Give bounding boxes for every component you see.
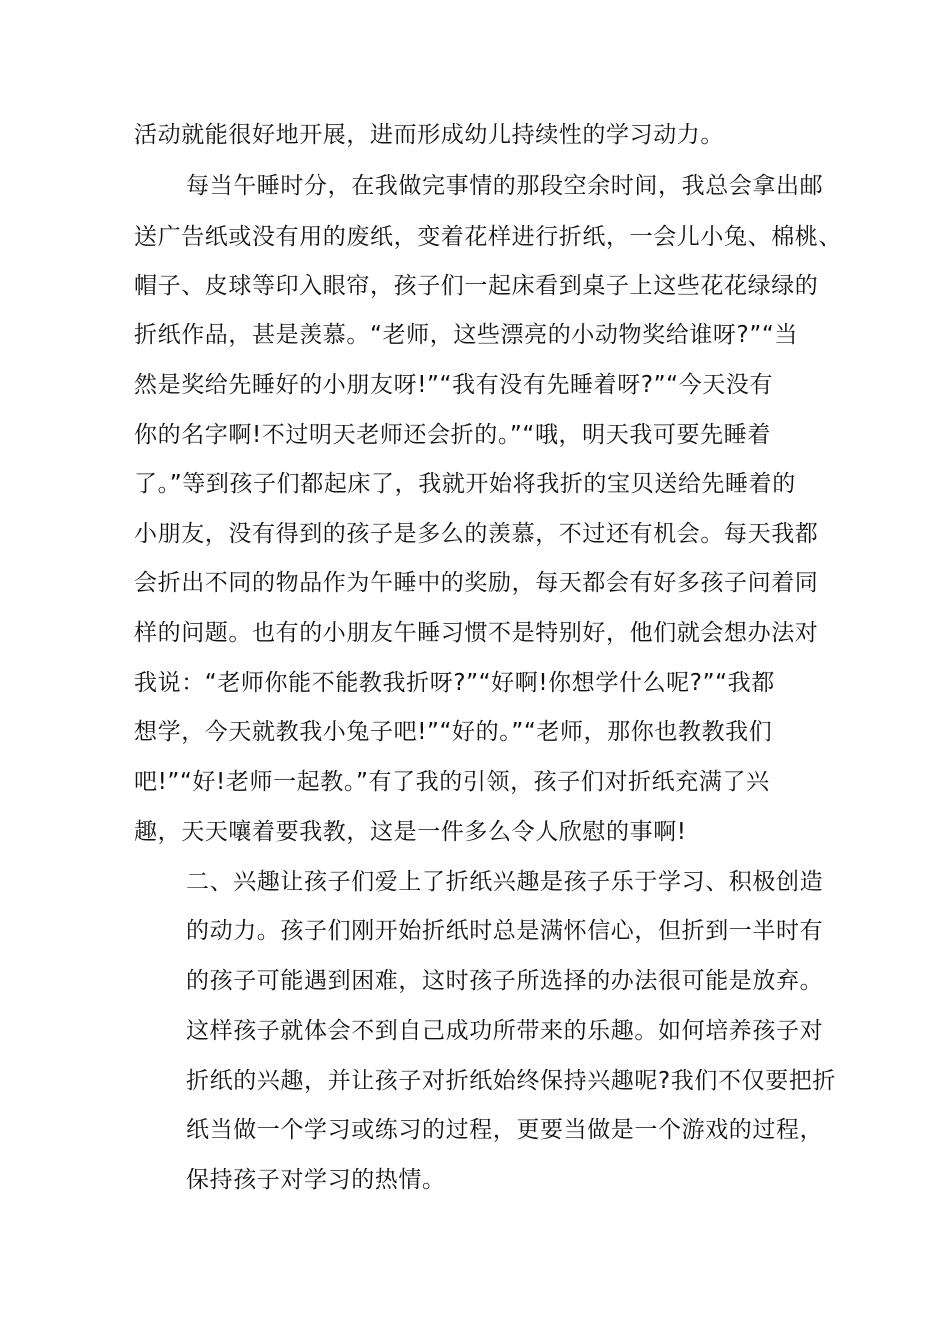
text-line: 趣，天天嚷着要我教，这是一件多么令人欣慰的事啊! <box>134 819 687 845</box>
text-line: 会折出不同的物品作为午睡中的奖励，每天都会有好多孩子问着同 <box>134 570 819 596</box>
text-line: 然是奖给先睡好的小朋友呀!”“我有没有先睡着呀?”“今天没有 <box>134 372 774 398</box>
text-line: 样的问题。也有的小朋友午睡习惯不是特别好，他们就会想办法对 <box>134 620 819 646</box>
paragraph-start-line: 每当午睡时分，在我做完事情的那段空余时间，我总会拿出邮 <box>186 173 824 199</box>
text-line: 折纸作品，甚是羡慕。“老师，这些漂亮的小动物奖给谁呀?”“当 <box>134 322 798 348</box>
section-heading-line: 二、兴趣让孩子们爱上了折纸兴趣是孩子乐于学习、积极创造 <box>186 869 824 895</box>
text-line: 送广告纸或没有用的废纸，变着花样进行折纸，一会儿小兔、棉桃、 <box>134 224 842 250</box>
text-line: 我说：“老师你能不能教我折呀?”“好啊!你想学什么呢?”“我都 <box>134 670 775 696</box>
text-line: 这样孩子就体会不到自己成功所带来的乐趣。如何培养孩子对 <box>186 1018 824 1044</box>
text-line: 纸当做一个学习或练习的过程，更要当做是一个游戏的过程， <box>186 1117 824 1143</box>
text-line: 保持孩子对学习的热情。 <box>186 1167 446 1193</box>
text-line: 的孩子可能遇到困难，这时孩子所选择的办法很可能是放弃。 <box>186 968 824 994</box>
text-line: 想学，今天就教我小兔子吧!”“好的。”“老师，那你也教教我们 <box>134 719 773 745</box>
text-line: 的动力。孩子们刚开始折纸时总是满怀信心，但折到一半时有 <box>186 918 824 944</box>
text-line: 吧!”“好!老师一起教。”有了我的引领，孩子们对折纸充满了兴 <box>134 769 770 795</box>
text-line: 折纸的兴趣，并让孩子对折纸始终保持兴趣呢?我们不仅要把折 <box>186 1068 837 1094</box>
text-line: 活动就能很好地开展，进而形成幼儿持续性的学习动力。 <box>134 122 724 148</box>
text-line: 帽子、皮球等印入眼帘，孩子们一起床看到桌子上这些花花绿绿的 <box>134 273 819 299</box>
text-line: 你的名字啊!不过明天老师还会折的。”“哦，明天我可要先睡着 <box>134 422 771 448</box>
text-line: 小朋友，没有得到的孩子是多么的羡慕，不过还有机会。每天我都 <box>134 521 819 547</box>
text-line: 了。”等到孩子们都起床了，我就开始将我折的宝贝送给先睡着的 <box>134 471 796 497</box>
